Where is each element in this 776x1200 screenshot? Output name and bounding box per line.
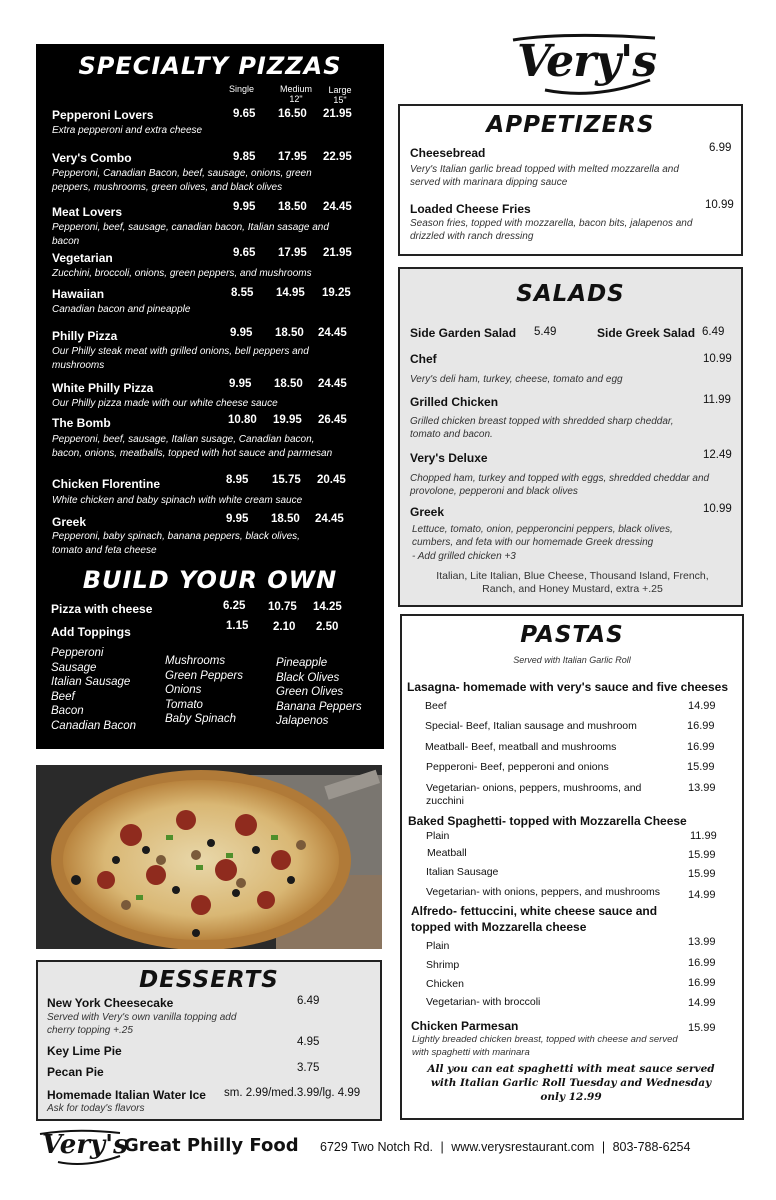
pizza-item [52,247,372,281]
pizza-price-large: 24.45 [323,201,352,213]
appetizers-title: APPETIZERS [486,112,655,138]
pizza-name: Very's Combo [52,151,132,165]
pasta-item-name: Plain [426,940,450,952]
pasta-item-name: Special- Beef, Italian sausage and mushroom [425,720,637,732]
pasta-item-price: 15.99 [688,868,716,880]
pizza-price-medium: 18.50 [275,327,304,339]
pizza-price-single: 8.55 [231,287,254,299]
pizza-price-medium: 16.50 [278,108,307,120]
dessert-name: Pecan Pie [47,1065,104,1079]
pizza-price-medium: 15.75 [272,474,301,486]
salad-name: Chef [410,352,437,366]
topping-item: Canadian Bacon [51,719,137,732]
topping-item: Green Peppers [165,669,243,682]
pasta-item-name: Beef [425,700,447,712]
add-toppings-name: Add Toppings [51,625,131,639]
pizza-desc: Canadian bacon and pineapple [52,304,191,315]
pizza-desc: Zucchini, broccoli, onions, green peppers, and mushrooms [52,268,312,279]
topping-item: Italian Sausage [51,676,131,689]
topping-item: Sausage [51,661,97,674]
dessert-price: 6.49 [297,995,320,1007]
pastas-title: PASTAS [520,622,624,648]
pizza-name: White Philly Pizza [52,381,154,395]
toppings-column-extras [276,656,362,729]
pizza-price-medium: 14.95 [276,287,305,299]
dessert-desc: Served with Very's own vanilla topping add cherry topping +.25 [47,1012,237,1036]
topping-item: Beef [51,690,75,703]
appetizers-panel [398,104,743,256]
footer-separator: | [601,1140,606,1154]
pizza-price-single: 9.85 [233,151,256,163]
topping-item: Pineapple [276,657,328,669]
footer-website-link[interactable]: www.verysrestaurant.com [451,1140,595,1154]
side-greek-salad-name: Side Greek Salad [597,326,696,340]
pizza-price-single: 9.65 [233,247,256,259]
pizza-price-large: 22.95 [323,151,352,163]
pizza-photo [36,765,382,949]
pasta-item-price: 16.99 [687,720,715,732]
pasta-item-name: Meatball- Beef, meatball and mushrooms [425,741,617,753]
salads-panel [398,267,743,607]
size-medium-label [276,84,316,104]
dessert-price: 3.75 [297,1062,320,1074]
specialty-pizzas-panel [36,44,384,749]
greek-addon: - Add grilled chicken +3 [412,551,516,562]
pizza-price-large: 24.45 [318,378,347,390]
pasta-item-name: Vegetarian- with onions, peppers, and mushrooms [426,886,661,898]
salad-desc: Grilled chicken breast topped with shredded sharp cheddar, tomato and bacon. [410,416,674,440]
topping-item: Black Olives [276,671,340,684]
pizza-name: The Bomb [52,416,111,430]
spaghetti-heading: Baked Spaghetti- topped with Mozzarella Cheese [408,814,687,828]
salad-price: 11.99 [703,394,731,406]
pizza-name: Philly Pizza [52,329,118,343]
topping-item: Bacon [51,705,84,718]
appetizer-name: Cheesebread [410,146,486,160]
pizza-price-single: 9.95 [229,378,252,390]
pasta-item-name: Plain [426,830,450,842]
pizza-name: Vegetarian [52,251,113,265]
topping-item: Green Olives [276,686,344,699]
topping-item: Banana Peppers [276,700,362,713]
pizza-price-single: 10.80 [228,414,257,426]
pizza-price-large: 19.25 [322,287,351,299]
footer-logo-text: Very's [42,1130,128,1160]
build-cheese-price-medium: 10.75 [268,601,297,613]
size-single-label: Single [229,84,255,94]
pizza-price-medium: 17.95 [278,151,307,163]
pasta-item-price: 14.99 [688,700,716,712]
pizza-price-large: 21.95 [323,247,352,259]
pizza-item [52,201,372,248]
pasta-item-price: 11.99 [690,830,717,842]
pizza-desc: White chicken and baby spinach with white cream sauce [52,495,303,506]
verys-logo [505,30,665,100]
size-medium-text: Medium [279,84,312,94]
pasta-item-name: Italian Sausage [426,866,499,878]
salad-desc: Chopped ham, turkey and topped with eggs, shredded cheddar and provolone, pepperoni and black olives [410,473,710,497]
pizza-desc: Pepperoni, beef, sausage, Italian susage, Canadian bacon, bacon, onions, meatballs, topped with hot sauce and parmesan [52,434,333,459]
size-large-inches: 15" [333,95,347,105]
side-greek-salad-price: 6.49 [702,326,725,338]
pizza-desc: Pepperoni, Canadian Bacon, beef, sausage, onions, green peppers, mushrooms, green olives, and black olives [52,168,312,193]
pizza-price-medium: 19.95 [273,414,302,426]
pizza-price-medium: 18.50 [274,378,303,390]
specialty-pizzas-title: SPECIALTY PIZZAS [78,52,342,80]
pasta-item-price: 13.99 [688,782,716,794]
appetizer-desc: Season fries, topped with mozzarella, bacon bits, jalapenos and drizzled with ranch dressing [410,218,693,242]
pastas-panel [400,614,744,1120]
side-garden-salad-price: 5.49 [534,326,557,338]
pasta-item-price: 16.99 [688,957,716,969]
size-large-label [320,85,360,105]
pizza-price-single: 9.95 [230,327,253,339]
pasta-item-price: 15.99 [688,849,716,861]
appetizer-name: Loaded Cheese Fries [410,202,531,216]
lasagna-heading: Lasagna- homemade with very's sauce and five cheeses [407,680,728,694]
size-medium-inches: 12" [289,94,303,104]
chicken-parmesan-price: 15.99 [688,1022,716,1034]
footer-phone: 803-788-6254 [612,1140,691,1154]
salad-price: 12.49 [703,449,732,461]
topping-item: Baby Spinach [165,713,236,726]
build-cheese-price-single: 6.25 [223,600,246,612]
footer-contact [320,1140,690,1154]
dessert-price: 4.95 [297,1036,320,1048]
pastas-subtitle: Served with Italian Garlic Roll [513,655,631,665]
footer-address: 6729 Two Notch Rd. [320,1140,434,1154]
pizza-item [52,108,372,138]
pizza-desc: Our Philly steak meat with grilled onions, bell peppers and mushrooms [52,346,309,371]
pizza-price-large: 24.45 [315,513,344,525]
salad-price: 10.99 [703,353,732,365]
pizza-item [52,515,372,557]
pasta-item-name: Vegetarian- onions, peppers, mushrooms, and zucchini [426,782,642,807]
footer-bar [36,1128,756,1170]
pizza-name: Chicken Florentine [52,477,161,491]
topping-item: Onions [165,684,202,697]
build-cheese-price-large: 14.25 [313,601,342,613]
salads-title: SALADS [516,281,625,307]
pizza-price-large: 21.95 [323,108,352,120]
appetizer-desc: Very's Italian garlic bread topped with melted mozzarella and served with marinara dipping sauce [410,164,679,188]
pasta-item-name: Chicken [426,978,464,990]
salad-dressings: Italian, Lite Italian, Blue Cheese, Thousand Island, French, Ranch, and Honey Mustard, extra +.25 [436,570,709,595]
pizza-price-medium: 17.95 [278,247,307,259]
dessert-desc: Ask for today's flavors [47,1103,145,1114]
pizza-desc: Our Philly pizza made with our white cheese sauce [52,398,278,409]
pizza-price-large: 26.45 [318,414,347,426]
salad-name: Greek [410,505,445,519]
salad-desc: Lettuce, tomato, onion, pepperoncini peppers, black olives, cumbers, and feta with our homemade Greek dressing [412,524,673,548]
pizza-name: Meat Lovers [52,205,123,219]
pizza-item [52,329,372,372]
appetizer-price: 10.99 [705,199,734,211]
pizza-desc: Extra pepperoni and extra cheese [52,125,203,136]
desserts-title: DESSERTS [139,967,279,993]
pasta-item-price: 13.99 [688,936,716,948]
pasta-item-price: 16.99 [688,977,716,989]
pasta-item-price: 16.99 [687,741,715,753]
topping-item: Pepperoni [51,647,104,659]
pasta-item-price: 14.99 [688,889,716,901]
side-garden-salad-name: Side Garden Salad [410,326,517,340]
dessert-name: Key Lime Pie [47,1044,122,1058]
add-toppings-price-large: 2.50 [316,621,339,633]
pizza-desc: Pepperoni, baby spinach, banana peppers, black olives, tomato and feta cheese [52,531,300,556]
desserts-panel [36,960,382,1121]
build-cheese-name: Pizza with cheese [51,602,153,616]
salad-name: Grilled Chicken [410,395,499,409]
size-large-text: Large [328,85,352,95]
pizza-item [52,287,372,317]
dessert-name: Homemade Italian Water Ice [47,1088,206,1102]
build-your-own-title: BUILD YOUR OWN [82,566,338,594]
pizza-item [52,474,372,508]
dessert-price: sm. 2.99/med.3.99/lg. 4.99 [224,1087,361,1099]
salad-name: Very's Deluxe [410,451,488,465]
salad-desc: Very's deli ham, turkey, cheese, tomato and egg [410,374,623,385]
pizza-item [52,416,372,460]
spaghetti-promo: All you can eat spaghetti with meat sauce served with Italian Garlic Roll Tuesday and Wednesday only 12.99 [427,1063,715,1103]
pizza-price-single: 9.95 [233,201,256,213]
pizza-price-single: 9.65 [233,108,256,120]
alfredo-heading: Alfredo- fettuccini, white cheese sauce and topped with Mozzarella cheese [411,904,658,934]
appetizer-price: 6.99 [709,142,732,154]
pasta-item-name: Shrimp [426,959,460,971]
pizza-price-medium: 18.50 [271,513,300,525]
pasta-item-name: Vegetarian- with broccoli [426,996,541,1008]
pizza-name: Greek [52,515,87,529]
pizza-desc: Pepperoni, beef, sausage, canadian bacon, Italian sasage and bacon [52,222,329,247]
pasta-item-price: 14.99 [688,997,716,1009]
add-toppings-price-single: 1.15 [226,620,249,632]
pizza-price-large: 20.45 [317,474,346,486]
pizza-item [52,378,372,411]
pizza-price-single: 9.95 [226,513,249,525]
pasta-item-name: Pepperoni- Beef, pepperoni and onions [426,761,609,773]
pizza-image [36,765,382,949]
topping-item: Jalapenos [276,715,329,728]
pizza-price-large: 24.45 [318,327,347,339]
pizza-name: Pepperoni Lovers [52,108,154,122]
salad-price: 10.99 [703,503,732,515]
topping-item: Tomato [165,698,203,711]
add-toppings-price-medium: 2.10 [273,621,296,633]
pizza-price-medium: 18.50 [278,201,307,213]
chicken-parmesan-name: Chicken Parmesan [411,1019,519,1033]
pizza-name: Hawaiian [52,287,105,301]
pasta-item-name: Meatball [427,847,467,859]
footer-tagline: Great Philly Food [124,1135,299,1156]
pizza-item [52,151,372,194]
pasta-item-price: 15.99 [687,761,715,773]
toppings-column-meats [51,646,136,734]
footer-separator: | [440,1140,444,1154]
dessert-name: New York Cheesecake [47,996,174,1010]
topping-item: Mushrooms [165,655,226,667]
chicken-parmesan-desc: Lightly breaded chicken breast, topped with cheese and served with spaghetti with marinara [412,1034,678,1058]
toppings-column-veggies [165,654,243,727]
pizza-price-single: 8.95 [226,474,249,486]
logo-text: Very's [517,36,657,87]
